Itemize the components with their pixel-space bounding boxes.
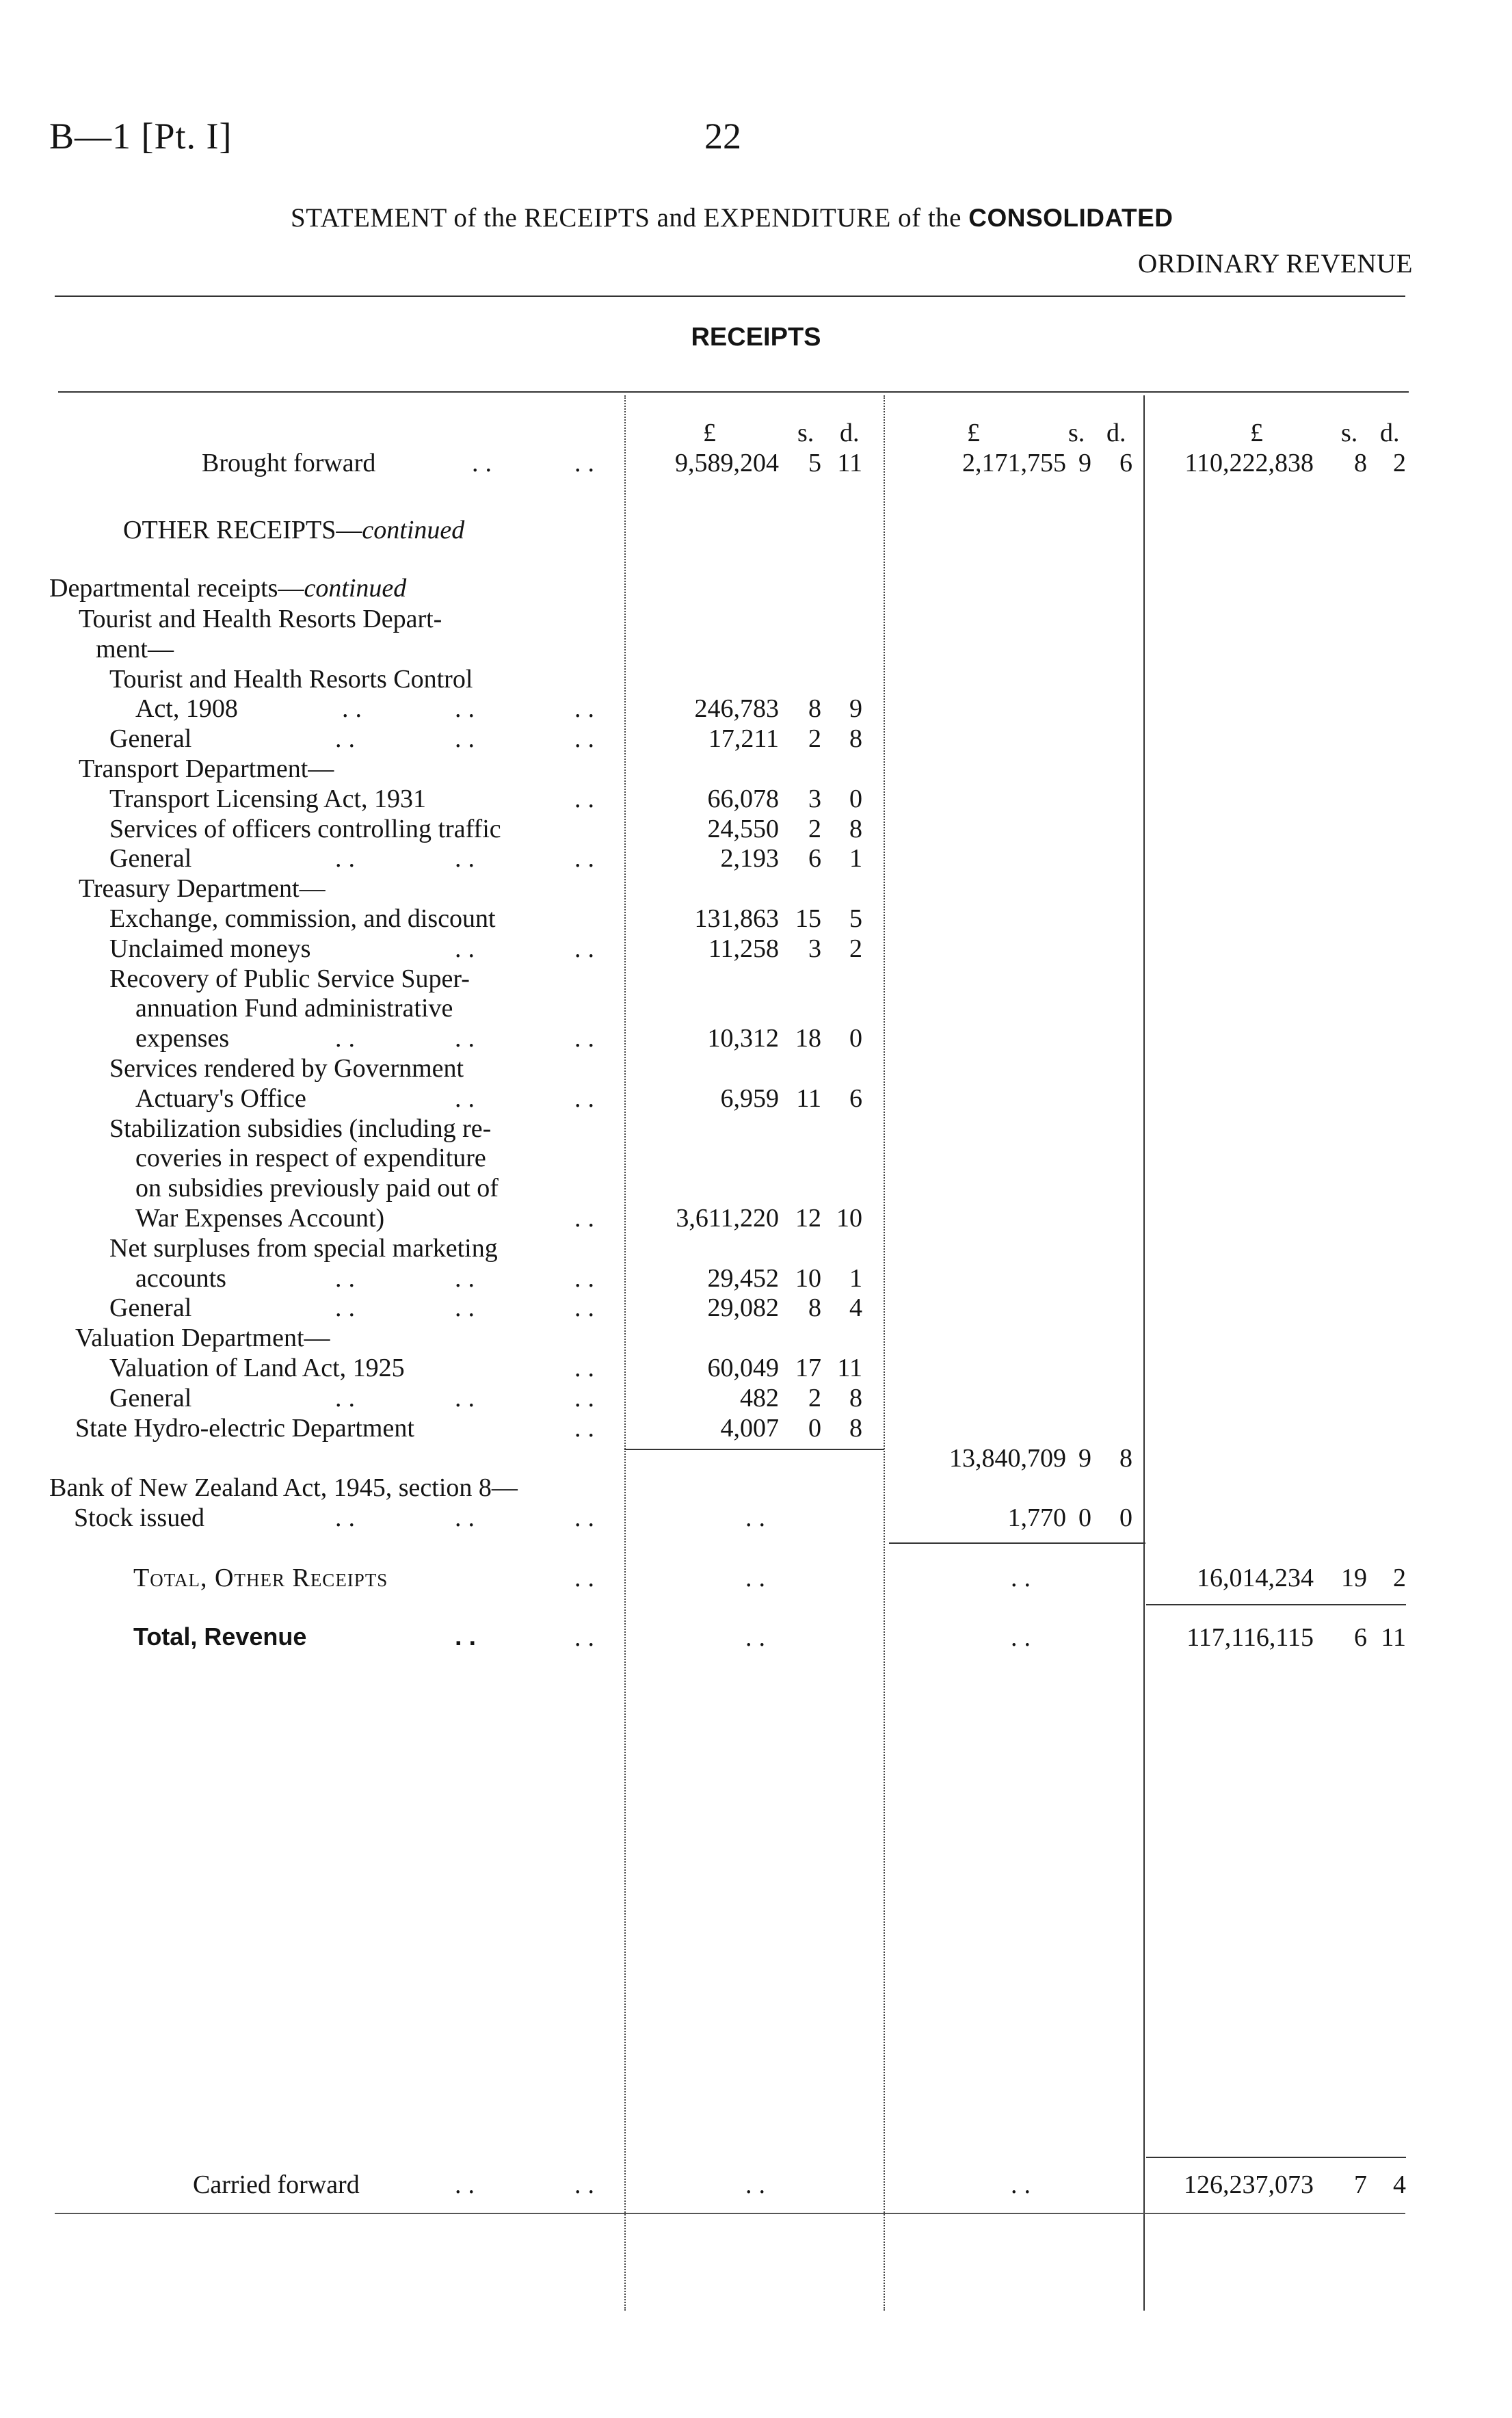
row-label: War Expenses Account) (135, 1204, 385, 1233)
amount-pence: 10 (836, 1204, 862, 1233)
other-receipts-continued: continued (362, 516, 465, 544)
leader-dots: .. (574, 1293, 601, 1323)
bank-act-line1: Bank of New Zealand Act, 1945, section 8— (49, 1473, 518, 1502)
leader-dots: .. (574, 2170, 601, 2199)
row-label: Services of officers controlling traffic (109, 814, 501, 843)
row-label: Exchange, commission, and discount (109, 904, 496, 933)
amount-pounds: 29,452 (707, 1263, 779, 1293)
amount-pence: 5 (849, 904, 862, 933)
total-other-pence: 2 (1393, 1564, 1406, 1592)
amount-pounds: 2,193 (720, 844, 779, 873)
bank-act-pounds: 1,770 (1007, 1503, 1066, 1532)
leader-dots: .. (574, 784, 601, 813)
carried-forward-pounds: 126,237,073 (1184, 2170, 1314, 2199)
leader-dots: .. (574, 1503, 601, 1532)
row-label: Unclaimed moneys (109, 934, 311, 963)
leader-dots: .. (574, 1564, 601, 1592)
amount-shillings: 17 (795, 1354, 821, 1382)
subtotal-shillings: 9 (1078, 1444, 1091, 1473)
leader-dots: .. (574, 1413, 601, 1443)
leader-dots: .. (574, 844, 601, 873)
leader-dots: .. (455, 934, 481, 963)
amount-shillings: 12 (795, 1204, 821, 1233)
leader-dots: .. (472, 449, 499, 477)
total-rule-col3 (1146, 1604, 1406, 1605)
leader-dots: .. (574, 724, 601, 754)
subtotal-pence: 8 (1119, 1444, 1132, 1473)
amount-shillings: 11 (796, 1083, 821, 1113)
row-label: Tourist and Health Resorts Depart- (79, 605, 442, 633)
amount-pounds: 246,783 (694, 694, 779, 724)
pence-header: d. (840, 419, 860, 447)
document-reference: B—1 [Pt. I] (49, 116, 233, 157)
row-label: Stabilization subsidies (including re- (109, 1114, 492, 1143)
leader-dots: .. (455, 1293, 481, 1323)
other-receipts-main: OTHER RECEIPTS— (123, 516, 362, 544)
amount-pence: 8 (849, 1413, 862, 1443)
leader-dots: .. (455, 694, 481, 724)
section-heading-receipts: RECEIPTS (691, 323, 821, 352)
leader-dots: .. (1011, 1623, 1037, 1652)
carried-forward-label: Carried forward (193, 2170, 360, 2199)
leader-dots: .. (335, 1383, 362, 1412)
amount-shillings: 2 (808, 724, 821, 754)
departmental-receipts-heading (49, 573, 406, 603)
col1-shillings: 5 (808, 449, 821, 477)
row-label: Transport Licensing Act, 1931 (109, 784, 427, 813)
amount-pounds: 4,007 (720, 1413, 779, 1443)
amount-shillings: 0 (808, 1413, 821, 1443)
leader-dots: .. (335, 1024, 362, 1053)
amount-pence: 6 (849, 1083, 862, 1113)
bank-act-pence: 0 (1119, 1503, 1132, 1532)
row-label: on subsidies previously paid out of (135, 1174, 499, 1203)
amount-pounds: 17,211 (708, 724, 779, 754)
leader-dots: .. (574, 449, 601, 477)
amount-shillings: 2 (808, 1383, 821, 1412)
row-label: Recovery of Public Service Super- (109, 964, 470, 993)
amount-shillings: 10 (795, 1263, 821, 1293)
departmental-continued: continued (304, 574, 407, 603)
total-revenue-shillings: 6 (1354, 1623, 1367, 1652)
pound-header: £ (703, 419, 716, 447)
amount-shillings: 2 (808, 814, 821, 843)
leader-dots: .. (335, 1503, 362, 1532)
amount-shillings: 3 (808, 784, 821, 813)
amount-pounds: 60,049 (707, 1354, 779, 1382)
col1-pounds: 9,589,204 (675, 449, 779, 477)
row-label: Actuary's Office (135, 1083, 306, 1113)
leader-dots: .. (745, 2170, 772, 2199)
table-top-rule (58, 391, 1409, 393)
row-label: Services rendered by Government (109, 1054, 464, 1083)
carried-forward-shillings: 7 (1354, 2170, 1367, 2199)
pound-header: £ (1250, 419, 1263, 447)
leader-dots: .. (335, 1263, 362, 1293)
leader-dots: .. (745, 1503, 772, 1532)
leader-dots: .. (1011, 1564, 1037, 1592)
carried-forward-pence: 4 (1393, 2170, 1406, 2199)
leader-dots: .. (455, 724, 481, 754)
leader-dots: .. (455, 1622, 483, 1651)
leader-dots: .. (455, 1263, 481, 1293)
row-label: Transport Department— (79, 754, 334, 783)
leader-dots: .. (455, 1083, 481, 1113)
col2-pounds: 2,171,755 (962, 449, 1066, 477)
amount-pounds: 24,550 (707, 814, 779, 843)
statement-title-part1: STATEMENT of the RECEIPTS and EXPENDITURE of the (291, 203, 961, 233)
col3-shillings: 8 (1354, 449, 1367, 477)
leader-dots: .. (574, 1024, 601, 1053)
amount-pounds: 131,863 (694, 904, 779, 933)
bottom-rule (55, 2213, 1405, 2214)
statement-title-line2: ORDINARY REVENUE (1138, 249, 1413, 278)
amount-pence: 1 (849, 1263, 862, 1293)
leader-dots: .. (455, 2170, 481, 2199)
row-label: expenses (135, 1024, 230, 1053)
amount-shillings: 18 (795, 1024, 821, 1053)
amount-pounds: 29,082 (707, 1293, 779, 1323)
total-rule-col2 (889, 1542, 1145, 1544)
leader-dots: .. (574, 934, 601, 963)
col2-shillings: 9 (1078, 449, 1091, 477)
leader-dots: .. (574, 1383, 601, 1412)
top-rule (55, 295, 1405, 297)
amount-shillings: 6 (808, 844, 821, 873)
col1-pence: 11 (837, 449, 862, 477)
departmental-main: Departmental receipts— (49, 574, 304, 603)
row-label: ment— (96, 634, 174, 663)
leader-dots: .. (574, 694, 601, 724)
amount-shillings: 8 (808, 1293, 821, 1323)
amount-pounds: 3,611,220 (676, 1204, 779, 1233)
leader-dots: .. (455, 1383, 481, 1412)
row-label: General (109, 1293, 192, 1323)
row-label: coveries in respect of expenditure (135, 1144, 486, 1173)
total-other-pounds: 16,014,234 (1197, 1564, 1314, 1592)
total-revenue-pounds: 117,116,115 (1186, 1623, 1314, 1652)
pound-header: £ (967, 419, 980, 447)
leader-dots: .. (574, 1204, 601, 1233)
col3-pence: 2 (1393, 449, 1406, 477)
row-label: General (109, 1383, 192, 1412)
amount-pounds: 6,959 (720, 1083, 779, 1113)
leader-dots: .. (342, 694, 369, 724)
row-label: Tourist and Health Resorts Control (109, 664, 473, 694)
bank-act-line2: Stock issued (74, 1503, 205, 1532)
amount-pounds: 482 (740, 1383, 779, 1412)
brought-forward-label: Brought forward (202, 449, 376, 477)
leader-dots: .. (335, 1293, 362, 1323)
page-number: 22 (704, 116, 741, 157)
leader-dots: .. (574, 1623, 601, 1652)
total-revenue-pence: 11 (1381, 1623, 1406, 1652)
row-label: Valuation of Land Act, 1925 (109, 1354, 405, 1382)
amount-pence: 2 (849, 934, 862, 963)
leader-dots: .. (745, 1623, 772, 1652)
pence-header: d. (1380, 419, 1400, 447)
leader-dots: .. (455, 1024, 481, 1053)
leader-dots: .. (574, 1083, 601, 1113)
bank-act-shillings: 0 (1078, 1503, 1091, 1532)
total-other-receipts-label: Total, Other Receipts (133, 1564, 388, 1592)
total-revenue-label: Total, Revenue (133, 1622, 307, 1651)
amount-pence: 4 (849, 1293, 862, 1323)
col3-pounds: 110,222,838 (1184, 449, 1314, 477)
amount-pounds: 66,078 (707, 784, 779, 813)
column-divider-3 (1143, 395, 1145, 2311)
row-label: Act, 1908 (135, 694, 238, 724)
leader-dots: .. (574, 1354, 601, 1382)
statement-title-bold: CONSOLIDATED (968, 204, 1173, 232)
amount-shillings: 15 (795, 904, 821, 933)
row-label: Treasury Department— (79, 874, 326, 904)
row-label: Valuation Department— (75, 1324, 330, 1353)
shilling-header: s. (1341, 419, 1358, 447)
leader-dots: .. (1011, 2170, 1037, 2199)
amount-shillings: 3 (808, 934, 821, 963)
shilling-header: s. (1068, 419, 1085, 447)
subtotal-pounds: 13,840,709 (949, 1444, 1066, 1473)
amount-pence: 8 (849, 724, 862, 754)
column-divider-1 (624, 395, 626, 2311)
row-label: General (109, 724, 192, 754)
total-other-shillings: 19 (1341, 1564, 1367, 1592)
row-label: annuation Fund administrative (135, 994, 453, 1023)
leader-dots: .. (335, 844, 362, 873)
amount-pence: 0 (849, 784, 862, 813)
pence-header: d. (1106, 419, 1126, 447)
column-divider-2 (884, 395, 885, 2311)
amount-pence: 9 (849, 694, 862, 724)
subtotal-rule (624, 1449, 884, 1450)
amount-pounds: 10,312 (707, 1024, 779, 1053)
leader-dots: .. (335, 724, 362, 754)
leader-dots: .. (745, 1564, 772, 1592)
row-label: State Hydro-electric Department (75, 1413, 414, 1443)
amount-pence: 8 (849, 814, 862, 843)
amount-shillings: 8 (808, 694, 821, 724)
row-label: General (109, 844, 192, 873)
leader-dots: .. (455, 1503, 481, 1532)
statement-title (291, 202, 1173, 233)
amount-pence: 1 (849, 844, 862, 873)
amount-pence: 8 (849, 1383, 862, 1412)
shilling-header: s. (797, 419, 814, 447)
amount-pence: 0 (849, 1024, 862, 1053)
carried-forward-rule (1146, 2157, 1406, 2158)
row-label: accounts (135, 1263, 226, 1293)
row-label: Net surpluses from special marketing (109, 1233, 498, 1263)
other-receipts-heading (123, 515, 464, 545)
leader-dots: .. (455, 844, 481, 873)
col2-pence: 6 (1119, 449, 1132, 477)
amount-pounds: 11,258 (708, 934, 779, 963)
amount-pence: 11 (837, 1354, 862, 1382)
leader-dots: .. (574, 1263, 601, 1293)
